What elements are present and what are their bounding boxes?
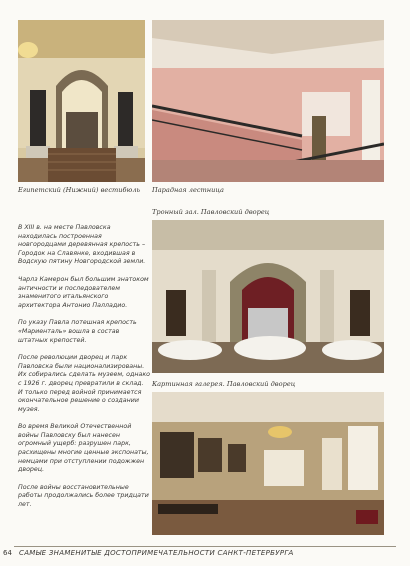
running-title: САМЫЕ ЗНАМЕНИТЫЕ ДОСТОПРИМЕЧАТЕЛЬНОСТИ САНКТ-ПЕТЕРБУРГА (19, 549, 294, 557)
caption-vestibule: Египетский (Нижний) вестибюль (18, 186, 141, 194)
footer-divider (14, 546, 396, 547)
body-text (18, 224, 150, 519)
paragraph: Чарлз Камерон был большим знатоком античности и последователем знаменитого итальянского архитектора Антонио Палладио. (18, 275, 149, 309)
paragraph: По указу Павла потешная крепость «Мариенталь» вошла в состав штатных крепостей. (18, 319, 137, 344)
photo-grand-staircase (152, 20, 384, 182)
page-number: 64 (3, 549, 12, 557)
paragraph: После войны восстановительные работы продолжались более тридцати лет. (18, 483, 149, 509)
photo-egyptian-vestibule (18, 20, 145, 182)
caption-picture-gallery: Картинная галерея. Павловский дворец (152, 380, 296, 388)
paragraph: После революции дворец и парк Павловска были национализированы. Их собирались сделать музеем, однако с 1926 г. дворец превратили в склад. И только перед войной принимается окончательное решение о создании музея. (18, 354, 150, 413)
paragraph: Во время Великой Отечественной войны Павловску был нанесен огромный ущерб: разрушен парк, расхищены многие ценные экспонаты, немцами при отступлении подожжен дворец. (18, 423, 149, 474)
caption-throne-hall: Тронный зал. Павловский дворец (152, 208, 270, 216)
photo-throne-hall (152, 220, 384, 373)
photo-picture-gallery (152, 392, 384, 535)
paragraph: В XIII в. на месте Павловска находилась построенная новгородцами деревянная крепость – Городок на Славянке, входившая в Водскую пятину Новгородской земли. (18, 224, 146, 266)
caption-staircase: Парадная лестница (152, 186, 224, 194)
